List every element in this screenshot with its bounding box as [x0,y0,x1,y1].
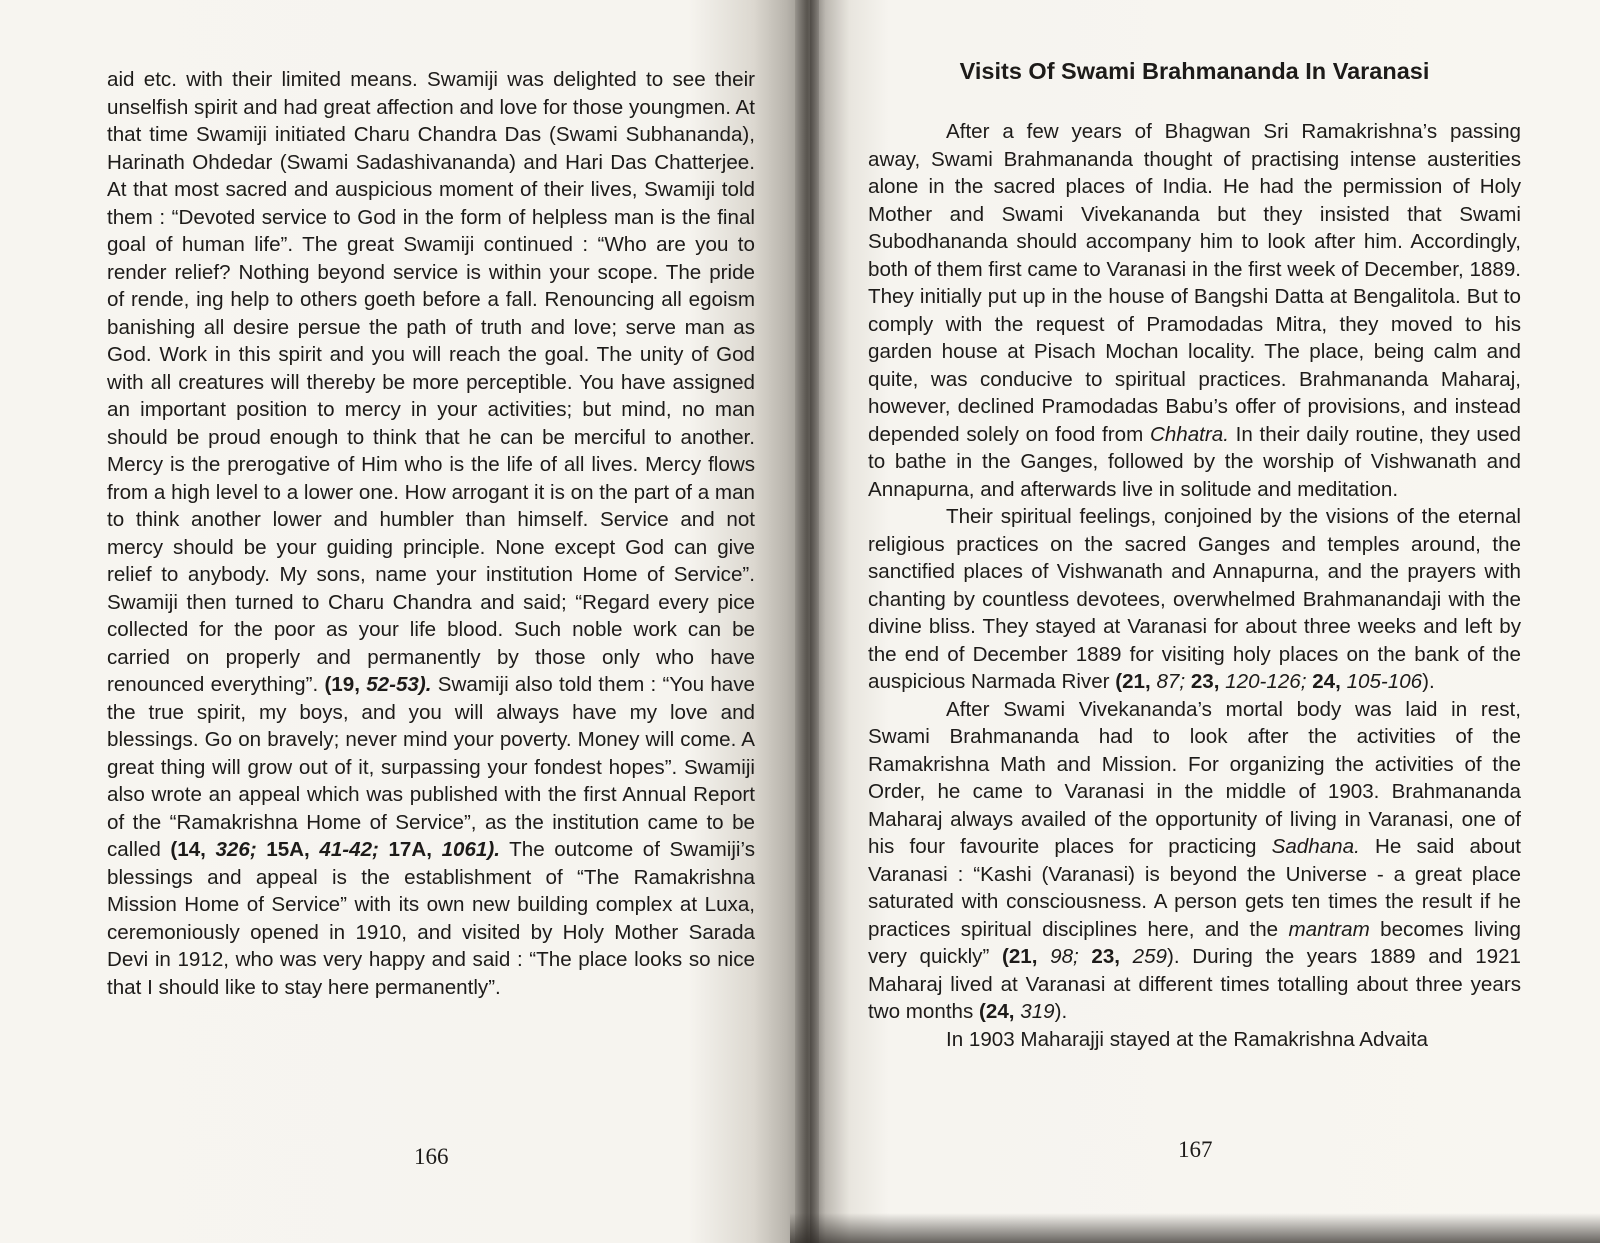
right-page-body [868,118,1521,1053]
text-run: 23, [1078,945,1133,968]
text-run: 23, [1185,670,1226,693]
text-run: Their spiritual feelings, conjoined by the visions of the eternal religious practices on the sacred Ganges and temples around, the sanctified places of Vishwanath and Annapurna, and the prayers with chanting by countless devotees, overwhelmed Brahmanandaji with the divine bliss. They stayed at Varanasi for about three weeks and left by the end of December 1889 for visiting holy places on the bank of the auspicious Narmada River [868,505,1521,693]
text-run: 24, [1306,670,1347,693]
page-number-right: 167 [1178,1137,1213,1162]
left-paragraph [107,66,755,1001]
text-run: (14, [170,838,216,861]
text-run: Sadhana. [1271,835,1360,858]
text-run: 1061). [441,838,500,861]
text-run: 52-53). [366,673,432,696]
text-run: (19, [324,673,367,696]
text-run: 98; [1050,945,1079,968]
text-run: 15A, [256,838,320,861]
text-run: 319 [1020,1000,1055,1023]
text-run: 105-106 [1346,670,1423,693]
right-paragraph [868,1026,1521,1054]
text-run: Swamiji also told them : “You have the true spirit, my boys, and you will always have my love and blessings. Go on bravely; never mind your poverty. Money will come. A great thing will grow out of it, surpassing your fondest hopes”. Swamiji also wrote an appeal which was published with the first Annual Report of the “Ramakrishna Home of Service”, as the institution came to be called [107,673,755,861]
text-run: 41-42; [319,838,379,861]
text-run: ). During the years 1889 and 1921 Maharaj lived at Varanasi at different times totalling about three years two months [868,945,1522,1023]
text-run: aid etc. with their limited means. Swamiji was delighted to see their unselfish spirit and had great affection and love for those youngmen. At that time Swamiji initiated Charu Chandra Das (Swami Subhananda), Harinath Ohdedar (Swami Sadashivananda) and Hari Das Chatterjee. At that most sacred and auspicious moment of their lives, Swamiji told them : “Devoted service to God in the form of helpless man is the final goal of human life”. The great Swamiji continued : “Who are you to render relief? Nothing beyond service is within your scope. The pride of rende, ing help to others goeth before a fall. Renouncing all egoism banishing all desire persue the path of truth and love; serve man as God. Work in this spirit and you will reach the goal. The unity of God with all creatures will thereby be more perceptible. You have assigned an important position to mercy in your activities; but mind, no man should be proud enough to think that he can be merciful to another. Mercy is the prerogative of Him who is the life of all lives. Mercy flows from a high level to a lower one. How arrogant it is on the part of a man to think another lower and humbler than himself. Service and not mercy should be your guiding principle. None except God can give relief to anybody. My sons, name your institution Home of Service”. Swamiji then turned to Charu Chandra and said; “Regard every pice collected for the poor as your life blood. Such noble work can be carried on properly and permanently by those only who have renounced everything”. [107,68,755,696]
text-run: He said about Varanasi : “Kashi (Varanasi) is beyond the Universe - a great place saturated with consciousness. A person gets ten times the result if he practices spiritual disciplines here, and the [868,835,1521,941]
right-paragraph [868,118,1521,503]
text-run: In 1903 Maharajji stayed at the Ramakrishna Advaita [946,1027,1428,1051]
text-run: 259 [1132,945,1168,968]
text-run: Chhatra. [1149,422,1229,446]
left-page-body [107,66,755,1001]
text-run: 120-126; [1225,670,1307,693]
text-run: (24, [979,1000,1021,1023]
text-run: (21, [1001,945,1051,968]
right-paragraph [868,696,1521,1026]
text-run: 87; [1156,670,1186,693]
text-run: 17A, [378,838,442,861]
text-run: ). [1422,670,1435,693]
text-run: After a few years of Bhagwan Sri Ramakrishna’s passing away, Swami Brahmananda thought of practising intense austerities alone in the sacred places of India. He had the permission of Holy Mother and Swami Vivekananda but they insisted that Swami Subodhananda should accompany him to look after him. Accordingly, both of them first came to Varanasi in the first week of December, 1889. They initially put up in the house of Bangshi Datta at Bengalitola. But to comply with the request of Pramodadas Mitra, they moved to his garden house at Pisach Mochan locality. The place, being calm and quite, was conducive to spiritual practices. Brahmananda Maharaj, however, declined Pramodadas Babu’s offer of provisions, and instead depended solely on food from [868,120,1521,446]
text-run: ). [1054,1000,1068,1023]
text-run: (21, [1115,670,1157,693]
right-paragraph [868,503,1521,696]
text-run: mantram [1288,917,1370,941]
text-run: After Swami Vivekananda’s mortal body was laid in rest, Swami Brahmananda had to look after the activities of the Ramakrishna Math and Mission. For organizing the activities of the Order, he came to Varanasi in the middle of 1903. Brahmananda Maharaj always availed of the opportunity of living in Varanasi, one of his four favourite places for practicing [868,697,1521,858]
chapter-title: Visits Of Swami Brahmananda In Varanasi [959,58,1430,84]
text-run: In their daily routine, they used to bathe in the Ganges, followed by the worship of Vishwanath and Annapurna, and afterwards live in solitude and meditation. [868,422,1521,501]
book-gutter [795,0,819,1243]
text-run: 326; [215,838,257,861]
text-run: becomes living very quickly” [868,917,1521,968]
text-run: The outcome of Swamiji’s blessings and appeal is the establishment of “The Ramakrishna Mission Home of Service” with its own new building complex at Luxa, ceremoniously opened in 1910, and visited by Holy Mother Sarada Devi in 1912, who was very happy and said : “The place looks so nice that I should like to stay here permanently”. [107,838,756,999]
page-edge-shadow [790,1213,1600,1243]
page-number-left: 166 [414,1144,449,1169]
